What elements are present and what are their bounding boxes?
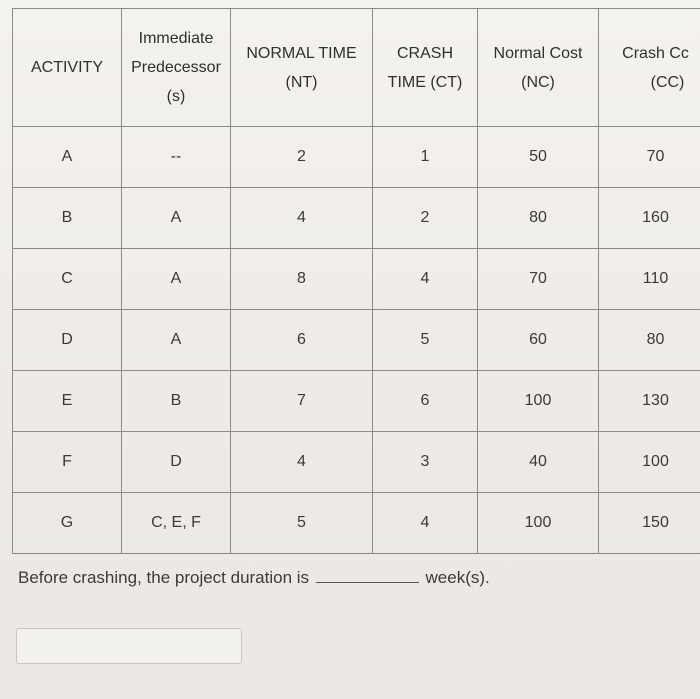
cell-crash-cost: 70 bbox=[599, 127, 700, 188]
cell-activity: C bbox=[13, 249, 122, 310]
cell-normal-cost: 80 bbox=[478, 188, 599, 249]
cell-normal-cost: 50 bbox=[478, 127, 599, 188]
cell-crash-cost: 110 bbox=[599, 249, 700, 310]
question-prefix: Before crashing, the project duration is bbox=[18, 568, 310, 587]
activity-table bbox=[12, 8, 700, 554]
header-crash-time: CRASH TIME (CT) bbox=[373, 9, 478, 127]
cell-predecessor: A bbox=[122, 188, 231, 249]
cell-activity: E bbox=[13, 371, 122, 432]
cell-activity: D bbox=[13, 310, 122, 371]
cell-crash-cost: 150 bbox=[599, 493, 700, 554]
table-row bbox=[13, 249, 700, 310]
cell-crash-time: 6 bbox=[373, 371, 478, 432]
cell-crash-time: 4 bbox=[373, 493, 478, 554]
question-text bbox=[18, 568, 490, 588]
cell-normal-cost: 100 bbox=[478, 371, 599, 432]
cell-activity: A bbox=[13, 127, 122, 188]
header-predecessor: Immediate Predecessor (s) bbox=[122, 9, 231, 127]
cell-normal-time: 8 bbox=[231, 249, 373, 310]
cell-normal-cost: 70 bbox=[478, 249, 599, 310]
table-row bbox=[13, 188, 700, 249]
answer-blank bbox=[316, 568, 419, 583]
table-row bbox=[13, 371, 700, 432]
cell-predecessor: A bbox=[122, 310, 231, 371]
cell-crash-time: 3 bbox=[373, 432, 478, 493]
header-activity: ACTIVITY bbox=[13, 9, 122, 127]
header-normal-time: NORMAL TIME (NT) bbox=[231, 9, 373, 127]
cell-activity: G bbox=[13, 493, 122, 554]
table-row bbox=[13, 310, 700, 371]
cell-activity: F bbox=[13, 432, 122, 493]
cell-predecessor: D bbox=[122, 432, 231, 493]
cell-crash-time: 5 bbox=[373, 310, 478, 371]
answer-input[interactable] bbox=[16, 628, 242, 664]
cell-crash-cost: 100 bbox=[599, 432, 700, 493]
cell-normal-cost: 60 bbox=[478, 310, 599, 371]
cell-normal-time: 7 bbox=[231, 371, 373, 432]
table-row bbox=[13, 493, 700, 554]
cell-crash-cost: 160 bbox=[599, 188, 700, 249]
cell-normal-time: 5 bbox=[231, 493, 373, 554]
cell-activity: B bbox=[13, 188, 122, 249]
cell-crash-cost: 80 bbox=[599, 310, 700, 371]
question-suffix: week(s). bbox=[425, 568, 490, 587]
table-row bbox=[13, 127, 700, 188]
cell-predecessor: -- bbox=[122, 127, 231, 188]
header-crash-cost: Crash Cc (CC) bbox=[599, 9, 700, 127]
table-row bbox=[13, 432, 700, 493]
cell-crash-time: 1 bbox=[373, 127, 478, 188]
cell-normal-cost: 40 bbox=[478, 432, 599, 493]
table-header-row bbox=[13, 9, 700, 127]
cell-normal-time: 2 bbox=[231, 127, 373, 188]
cell-predecessor: B bbox=[122, 371, 231, 432]
cell-crash-time: 2 bbox=[373, 188, 478, 249]
cell-predecessor: C, E, F bbox=[122, 493, 231, 554]
cell-crash-time: 4 bbox=[373, 249, 478, 310]
cell-crash-cost: 130 bbox=[599, 371, 700, 432]
cell-normal-time: 6 bbox=[231, 310, 373, 371]
cell-predecessor: A bbox=[122, 249, 231, 310]
cell-normal-time: 4 bbox=[231, 188, 373, 249]
cell-normal-time: 4 bbox=[231, 432, 373, 493]
header-normal-cost: Normal Cost (NC) bbox=[478, 9, 599, 127]
cell-normal-cost: 100 bbox=[478, 493, 599, 554]
